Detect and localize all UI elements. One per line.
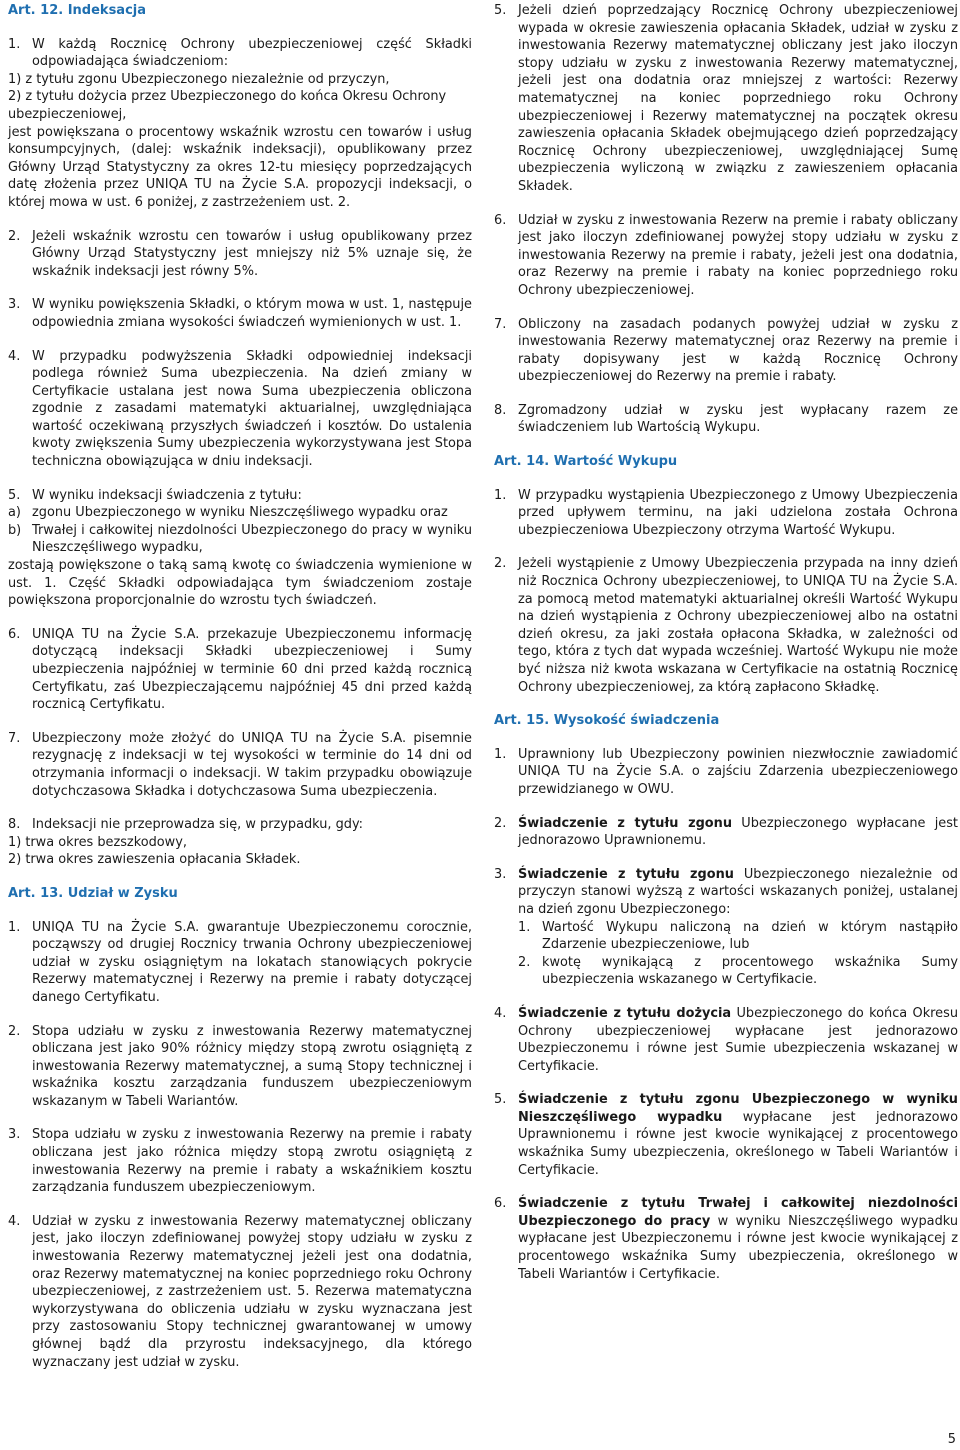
sub-item-label: 1. (518, 919, 531, 935)
item-number: 7. (8, 730, 21, 746)
item-text: Udział w zysku z inwestowania Rezerw na premie i rabaty obliczany jest jako iloczyn zdefiniowanej powyżej stopy udziału w zysku z inwestowania Rezerwy na premie i rabaty, jeżeli jest ona dodatnia, oraz Rezerwy na premie i rabaty na koniec poprzedniego roku Ochrony ubezpieczeniowej. (518, 212, 958, 298)
sub-item-text: zgonu Ubezpieczonego w wyniku Nieszczęśliwego wypadku oraz (32, 505, 448, 521)
item-text: Zgromadzony udział w zysku jest wypłacany razem ze świadczeniem lub Wartością Wykupu. (518, 402, 958, 436)
item-text: Jeżeli wskaźnik wzrostu cen towarów i usług opublikowany przez Główny Urząd Statystyczny jest mniejszy niż 5% uznaje się, że wskaźnik indeksacji jest równy 5%. (32, 228, 472, 279)
sub-item-label: a) (8, 505, 21, 521)
item-text: zostają powiększone o taką samą kwotę co świadczenia wymienione w ust. 1. Część Składki odpowiadająca tym świadczeniom zostaje powiększona proporcjonalnie do wzrostu tych świadczeń. (8, 558, 472, 609)
item-number: 2. (8, 1023, 21, 1039)
item-number: 8. (494, 402, 507, 418)
item-number: 3. (494, 866, 507, 882)
art-14-heading: Art. 14. Wartość Wykupu (494, 454, 678, 470)
art-13-item-1 (8, 919, 472, 1007)
item-number: 4. (8, 348, 21, 364)
sub-item (8, 504, 472, 522)
art-13-item-2 (8, 1023, 472, 1111)
art-15-item-5 (494, 1091, 958, 1179)
item-number: 1. (494, 487, 507, 503)
right-column (494, 2, 958, 1299)
art-14-item-1 (494, 487, 958, 540)
item-bold-lead: Świadczenie z tytułu zgonu (518, 815, 733, 831)
item-number: 3. (8, 297, 21, 313)
art-15-item-3 (494, 866, 958, 989)
item-text: W przypadku wystąpienia Ubezpieczonego z Umowy Ubezpieczenia przed upływem terminu, na jaki udzielona została Ochrona ubezpieczeniowa Ubezpieczony otrzyma Wartość Wykupu. (518, 487, 958, 538)
item-text-rest: wypłacane jest jednorazowo Uprawnionemu i równe jest kwocie wynikającej z procentowego wskaźnika Sumy ubezpieczenia, określonego w Tabeli Wariantów i Certyfikacie. (518, 1109, 958, 1178)
art-13-item-6 (494, 212, 958, 300)
item-text: jest powiększana o procentowy wskaźnik wzrostu cen towarów i usług konsumpcyjnych, (dalej: wskaźnik indeksacji), opublikowany przez Główny Urząd Statystyczny za okres 12-tu miesięcy poprzedzających datę złożenia przez UNIQA TU na Życie S.A. propozycji indeksacji, o której mowa w ust. 6 poniżej, z zastrzeżeniem ust. 2. (8, 124, 472, 210)
item-text-rest: Ubezpieczonego do końca Okresu Ochrony ubezpieczeniowej wypłacane jest jednorazowo Ubezpieczonemu i równe jest Sumie ubezpieczenia wskazanej w Certyfikacie. (518, 1005, 958, 1074)
item-bold-lead: Świadczenie z tytułu dożycia (518, 1005, 732, 1021)
art-15-item-1 (494, 746, 958, 799)
item-number: 6. (494, 212, 507, 228)
item-number: 4. (8, 1213, 21, 1229)
sub-item-text: kwotę wynikającą z procentowego wskaźnika Sumy ubezpieczenia wskazanego w Certyfikacie. (542, 954, 958, 988)
art-12-item-3 (8, 296, 472, 331)
item-bold-lead: Świadczenie z tytułu zgonu (518, 866, 734, 882)
sub-item (8, 522, 472, 557)
item-number: 2. (494, 815, 507, 831)
item-number: 8. (8, 817, 21, 833)
art-13-item-3 (8, 1126, 472, 1196)
item-text (518, 1195, 958, 1283)
sub-item: 2) z tytułu dożycia przez Ubezpieczonego do końca Okresu Ochrony ubezpieczeniowej, (8, 89, 447, 122)
art-12-item-8 (8, 816, 472, 834)
item-number: 4. (494, 1005, 507, 1021)
item-number: 6. (8, 626, 21, 642)
item-text: Udział w zysku z inwestowania Rezerwy matematycznej obliczany jest, jako iloczyn zdefiniowanej powyżej stopy udziału w zysku z inwestowania Rezerwy matematycznej jeżeli jest ona dodatnia, oraz Rezerwy matematycznej na koniec poprzedniego roku Ochrony ubezpieczeniowej, z zastrzeżeniem ust. 5. Rezerwa matematyczna wykorzystywana do obliczenia udziału w zysku wyznaczana jest przy zastosowaniu Stopy technicznej gwarantowanej w umowy głównej bądź dla przyrostu indeksacyjnego, dla którego wyznaczany jest udział w zysku. (32, 1213, 472, 1370)
art-15-item-4 (494, 1005, 958, 1075)
art-15-heading: Art. 15. Wysokość świadczenia (494, 713, 720, 729)
item-number: 2. (8, 228, 21, 244)
item-number: 3. (8, 1127, 21, 1143)
item-text (518, 1005, 958, 1075)
item-text: Obliczony na zasadach podanych powyżej udział w zysku z inwestowania Rezerwy matematycznej oraz Rezerwy na premie i rabaty dopisywany jest w każdą Rocznicę Ochrony ubezpieczeniowej do Rezerwy na premie i rabaty. (518, 316, 958, 385)
item-number: 5. (8, 487, 21, 503)
item-bold-lead: Świadczenie z tytułu zgonu Ubezpieczonego w wyniku Nieszczęśliwego wypadku (518, 1092, 958, 1125)
item-text: Stopa udziału w zysku z inwestowania Rezerwy na premie i rabaty obliczana jest jako różnica między stopą zwrotu osiągniętą z inwestowania Rezerwy na premie i rabaty a wskaźnikiem kosztu zarządzania funduszem ubezpieczeniowym. (32, 1127, 472, 1196)
item-text: Indeksacji nie przeprowadza się, w przypadku, gdy: (32, 817, 363, 833)
item-text: UNIQA TU na Życie S.A. przekazuje Ubezpieczonemu informację dotyczącą indeksacji Składki ubezpieczeniowej i Sumy ubezpieczenia najpóźniej w terminie 60 dni przed każdą rocznicą Certyfikatu, zaś Ubezpieczającemu najpóźniej 45 dni przed każdą rocznicą Certyfikatu. (32, 626, 472, 713)
item-text: Jeżeli wystąpienie z Umowy Ubezpieczenia przypada na inny dzień niż Rocznica Ochrony ubezpieczeniowej, to UNIQA TU na Życie S.A. za pomocą metod matematyki aktuarialnej określi Wartość Wykupu na dzień wystąpienia z Ochrony ubezpieczeniowej albo na ostatni dzień okresu, za jaki została opłacona Składka, w zależności od tego, która z tych dat wypada wcześniej. Wartość Wykupu nie może być niższa niż kwota wskazana w Certyfikacie na ostatnią Rocznicę Ochrony ubezpieczeniowej, za którą zapłacono Składkę. (518, 556, 958, 695)
item-number: 1. (8, 919, 21, 935)
page-number: 5 (947, 1432, 956, 1447)
art-12-item-5 (8, 487, 472, 505)
item-text: W wyniku indeksacji świadczenia z tytułu: (32, 487, 302, 503)
art-12-item-1 (8, 36, 472, 71)
art-15-item-6 (494, 1195, 958, 1283)
sub-item-label: b) (8, 522, 22, 538)
item-bold-lead: Świadczenie z tytułu Trwałej i całkowitej niezdolności Ubezpieczonego do pracy (518, 1196, 958, 1229)
item-text (518, 1091, 958, 1179)
sub-item-text: Wartość Wykupu naliczoną na dzień w którym nastąpiło Zdarzenie ubezpieczeniowe, lub (542, 919, 958, 953)
item-number: 5. (494, 1092, 507, 1108)
art-14-item-2 (494, 555, 958, 696)
art-13-item-5 (494, 2, 958, 196)
item-text: UNIQA TU na Życie S.A. gwarantuje Ubezpieczonemu corocznie, począwszy od drugiej Rocznicy trwania Ochrony ubezpieczeniowej udział w zysku osiągniętym na lokatach stanowiących pokrycie Rezerwy matematycznej i Rezerwy na premie i rabaty dotyczącej danego Certyfikatu. (32, 919, 472, 1005)
sub-item: 1) trwa okres bezszkodowy, (8, 834, 187, 850)
sub-item (518, 919, 958, 954)
item-text-rest: Ubezpieczonego niezależnie od przyczyn stanowi wyższą z wartości wskazanych poniżej, ustalanej na dzień zgonu Ubezpieczonego: (518, 866, 958, 917)
item-text-rest: Ubezpieczonego wypłacane jest jednorazowo Uprawnionemu. (518, 815, 958, 849)
left-column (8, 2, 472, 1387)
item-text: W przypadku podwyższenia Składki odpowiedniej indeksacji podlega również Suma ubezpieczenia. Na dzień zmiany w Certyfikacie ustalana jest nowa Suma ubezpieczenia obliczona zgodnie z zasadami matematyki aktuarialnej, uwzględniająca wartość oczekiwaną przyszłych świadczeń i kosztów. Do ustalenia kwoty zwiększenia Sumy ubezpieczenia wykorzystywana jest Stopa techniczna obowiązująca w dniu indeksacji. (32, 348, 472, 470)
item-text: Stopa udziału w zysku z inwestowania Rezerwy matematycznej obliczana jest jako 90% różnicy między stopą zwrotu osiągniętą z inwestowania Rezerwy matematycznej, a sumą Stopy technicznej i wskaźnika kosztu zarządzania funduszem ubezpieczeniowym wskazanym w Tabeli Wariantów. (32, 1023, 472, 1109)
item-number: 6. (494, 1196, 507, 1212)
art-13-item-7 (494, 316, 958, 386)
item-text: Ubezpieczony może złożyć do UNIQA TU na Życie S.A. pisemnie rezygnację z indeksacji w tej wysokości w terminie do 14 dni od otrzymania informacji o indeksacji. W takim przypadku obowiązuje dotychczasowa Składka i dotychczasowa Suma ubezpieczenia. (32, 730, 472, 799)
item-text: W każdą Rocznicę Ochrony ubezpieczeniowej część Składki odpowiadająca świadczeniom: (32, 36, 472, 70)
art-13-item-8 (494, 402, 958, 437)
item-text-rest: w wyniku Nieszczęśliwego wypadku wypłacane jest Ubezpieczonemu i równe jest kwocie wynikającej z procentowego wskaźnika Sumy ubezpieczenia, określonego w Tabeli Wariantów i Certyfikacie. (518, 1213, 958, 1282)
item-number: 1. (8, 36, 21, 52)
art-12-heading: Art. 12. Indeksacja (8, 3, 147, 18)
art-13-item-4 (8, 1213, 472, 1371)
item-number: 1. (494, 746, 507, 762)
art-12-item-2 (8, 228, 472, 281)
item-text: Jeżeli dzień poprzedzający Rocznicę Ochrony ubezpieczeniowej wypada w okresie zawieszenia opłacania Składek, udział w zysku z inwestowania Rezerwy matematycznej obliczany jest jako iloczyn stopy udziału w zysku z inwestowania Rezerwy matematycznej, jeżeli jest ona dodatnia oraz mniejszej z wartości: Rezerwy matematycznej na koniec poprzedniego roku Ochrony ubezpieczeniowej i Rezerwy matematycznej na początek okresu zawieszenia opłacania Składek obejmującego dzień poprzedzający Rocznicę Ochrony ubezpieczeniowej, uwzględniającej Sumę ubezpieczenia wyliczoną w związku z zawieszeniem opłacania Składek. (518, 3, 958, 194)
sub-item (518, 954, 958, 989)
art-12-item-6 (8, 626, 472, 714)
item-number: 2. (494, 556, 507, 572)
item-text (518, 866, 958, 989)
item-number: 7. (494, 316, 507, 332)
art-12-item-7 (8, 730, 472, 800)
art-12-item-4 (8, 348, 472, 471)
item-text (518, 815, 958, 850)
art-15-item-2 (494, 815, 958, 850)
item-text: Uprawniony lub Ubezpieczony powinien niezwłocznie zawiadomić UNIQA TU na Życie S.A. o zajściu Zdarzenia ubezpieczeniowego przewidzianego w OWU. (518, 746, 958, 797)
item-text: W wyniku powiększenia Składki, o którym mowa w ust. 1, następuje odpowiednia zmiana wysokości świadczeń wymienionych w ust. 1. (32, 297, 472, 330)
sub-item-label: 2. (518, 954, 531, 970)
sub-item: 2) trwa okres zawieszenia opłacania Składek. (8, 852, 301, 868)
art-13-heading: Art. 13. Udział w Zysku (8, 885, 178, 901)
item-number: 5. (494, 3, 507, 18)
sub-item-text: Trwałej i całkowitej niezdolności Ubezpieczonego do pracy w wyniku Nieszczęśliwego wypadku, (32, 522, 472, 556)
sub-item: 1) z tytułu zgonu Ubezpieczonego niezależnie od przyczyn, (8, 71, 390, 87)
